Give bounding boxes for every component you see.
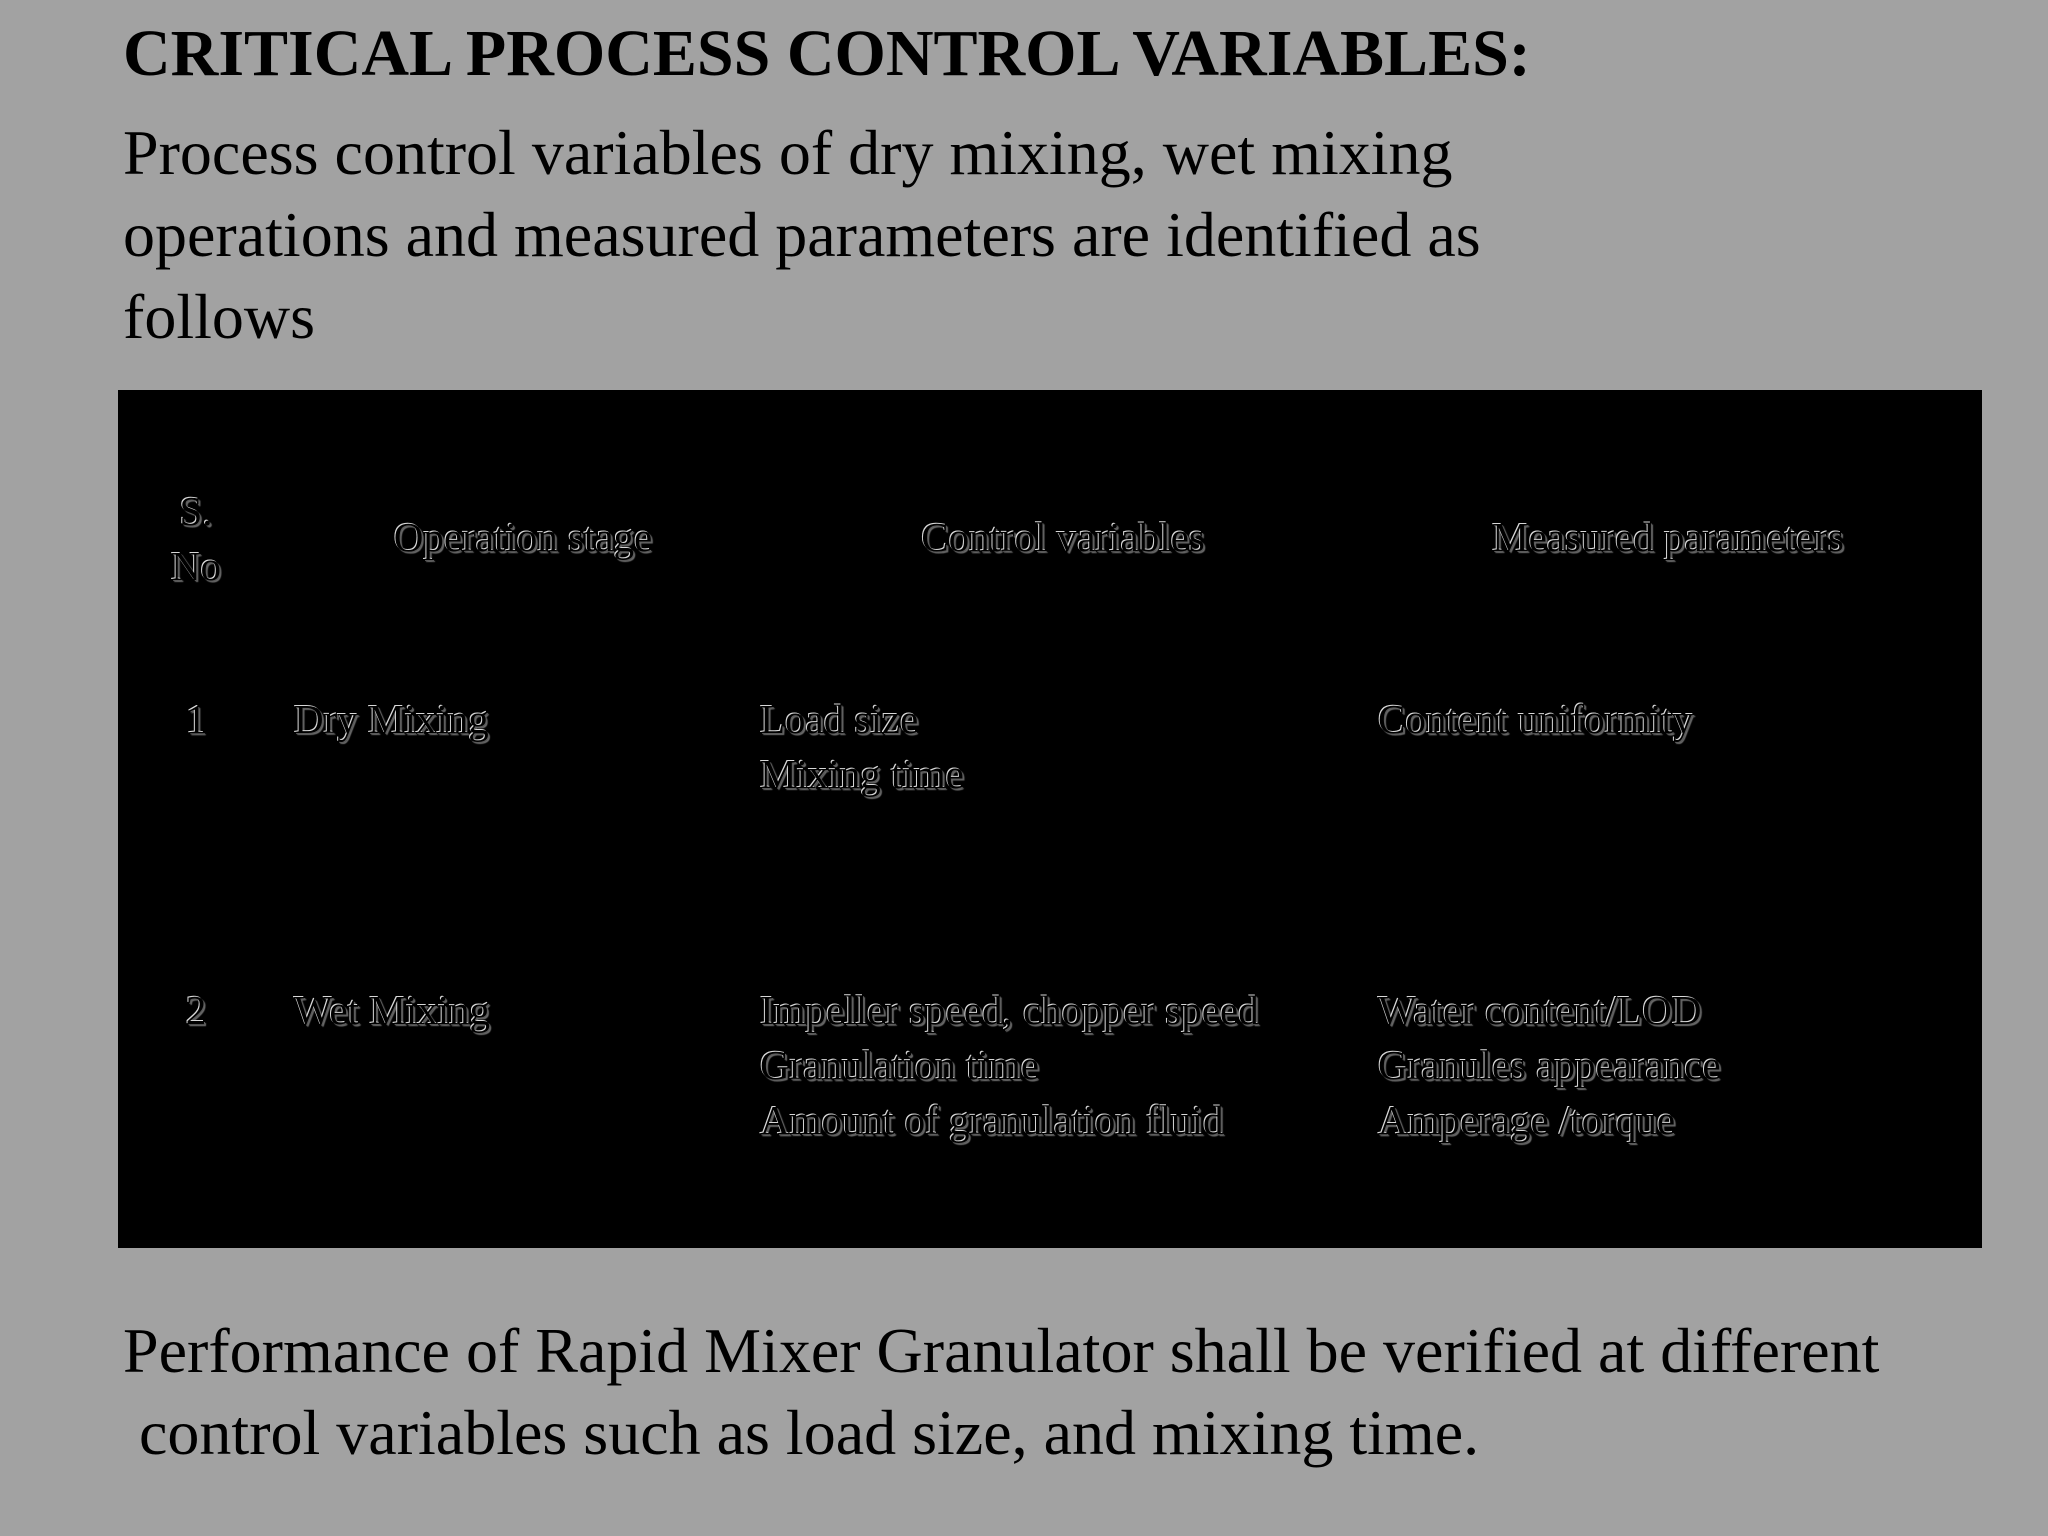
slide-title: CRITICAL PROCESS CONTROL VARIABLES: (123, 17, 1531, 90)
intro-line: operations and measured parameters are identified as (123, 199, 1481, 270)
closing-line: Performance of Rapid Mixer Granulator shall be verified at different (123, 1315, 1880, 1386)
header-measured-parameters: Measured parameters (1492, 514, 1844, 560)
row-1-operation: Dry Mixing (294, 696, 489, 742)
process-variables-table (118, 390, 1982, 1248)
header-serial-line: S. (179, 488, 213, 534)
intro-line: follows (123, 281, 315, 352)
measured-parameter: Water content/LOD (1378, 987, 1702, 1033)
control-variable: Mixing time (760, 751, 964, 797)
measured-parameter: Amperage /torque (1378, 1097, 1676, 1143)
intro-paragraph (123, 112, 1703, 358)
control-variable: Load size (760, 696, 919, 742)
row-2-measured-parameters (1378, 983, 1721, 1148)
control-variable: Granulation time (760, 1042, 1039, 1088)
intro-line: Process control variables of dry mixing, wet mixing (123, 117, 1453, 188)
row-2-serial: 2 (185, 987, 207, 1033)
closing-paragraph (123, 1310, 2023, 1474)
measured-parameter: Content uniformity (1378, 696, 1694, 742)
measured-parameter: Granules appearance (1378, 1042, 1721, 1088)
closing-line: control variables such as load size, and mixing time. (139, 1397, 1480, 1468)
header-control-variables: Control variables (921, 514, 1205, 560)
row-2-control-variables (760, 983, 1259, 1148)
row-1-control-variables (760, 692, 964, 802)
header-serial-line: No (170, 543, 222, 589)
header-serial-number (156, 484, 236, 594)
row-1-serial: 1 (185, 696, 207, 742)
header-operation-stage: Operation stage (393, 514, 653, 560)
row-2-operation: Wet Mixing (294, 987, 490, 1033)
control-variable: Amount of granulation fluid (760, 1097, 1224, 1143)
row-1-measured-parameters (1378, 692, 1693, 747)
control-variable: Impeller speed, chopper speed (760, 987, 1259, 1033)
